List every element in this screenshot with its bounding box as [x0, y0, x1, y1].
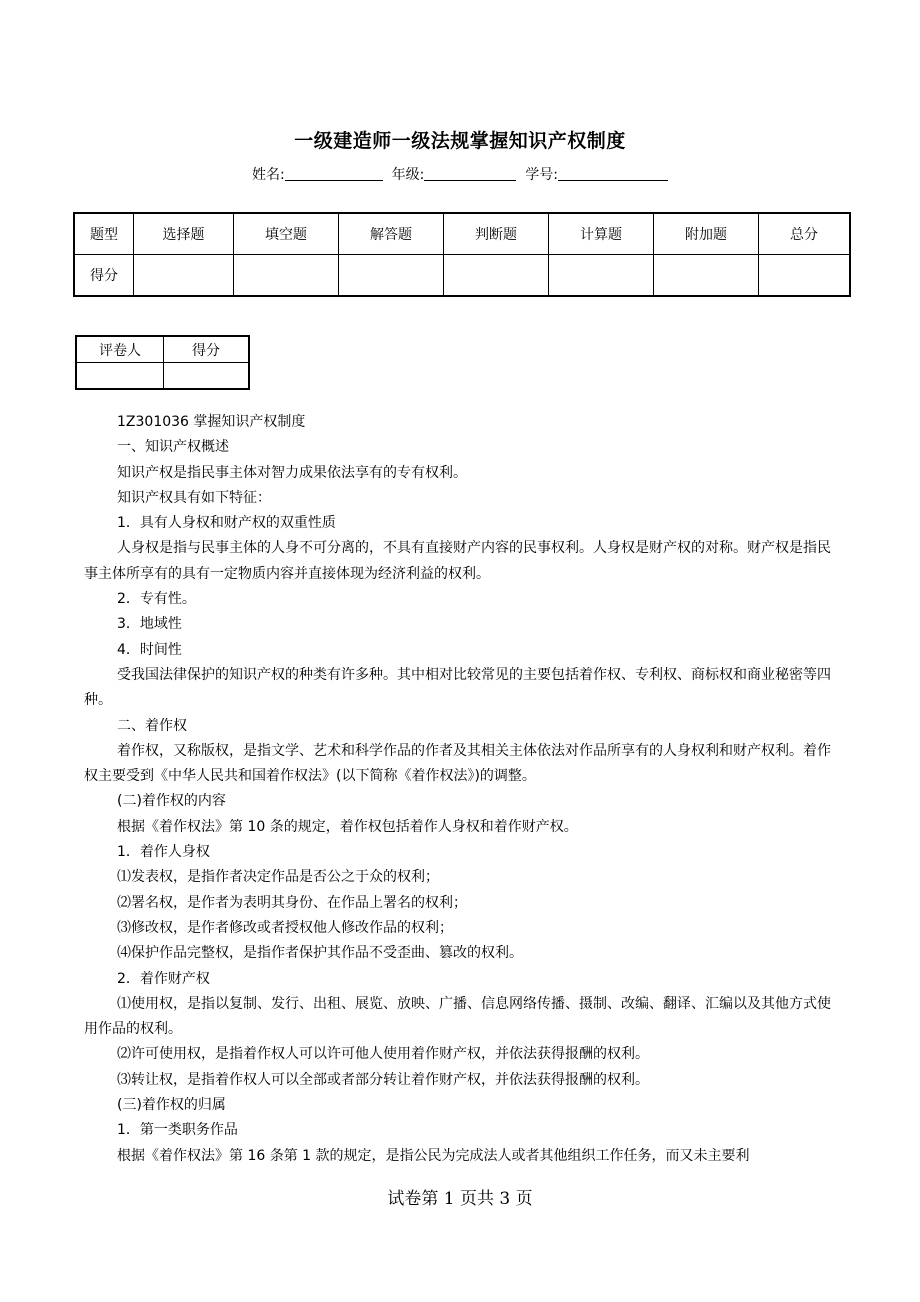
score-cell[interactable]: [654, 255, 759, 297]
paragraph: 人身权是指与民事主体的人身不可分离的，不具有直接财产内容的民事权利。人身权是财产权的对称。财产权是指民事主体所享有的具有一定物质内容并直接体现为经济利益的权利。: [84, 540, 831, 582]
score-header-cell: 判断题: [444, 213, 549, 255]
paragraph: ⑴发表权，是指作者决定作品是否公之于众的权利；: [117, 869, 439, 886]
score-header-cell: 计算题: [549, 213, 654, 255]
grader-header-cell: 评卷人: [76, 336, 164, 363]
paragraph: 二、着作权: [117, 717, 187, 734]
id-label: 学号:: [525, 167, 558, 183]
paragraph: ⑵许可使用权，是指着作权人可以许可他人使用着作财产权，并依法获得报酬的权利。: [117, 1046, 649, 1063]
score-header-cell: 选择题: [134, 213, 234, 255]
grader-cell[interactable]: [76, 363, 164, 390]
score-header-cell: 附加题: [654, 213, 759, 255]
paragraph: 2．专有性。: [117, 591, 196, 608]
paragraph: 着作权，又称版权，是指文学、艺术和科学作品的作者及其相关主体依法对作品所享有的人身权利和财产权利。着作权主要受到《中华人民共和国着作权法》(以下简称《着作权法》)的调整。: [84, 742, 831, 785]
paragraph: 根据《着作权法》第 16 条第 1 款的规定，是指公民为完成法人或者其他组织工作任务，而又未主要利: [117, 1147, 750, 1164]
paragraph: (三)着作权的归属: [117, 1097, 226, 1114]
grader-input-row: [76, 363, 249, 390]
paragraph: 4．时间性: [117, 641, 182, 658]
score-header-cell: 解答题: [339, 213, 444, 255]
paragraph: 一、知识产权概述: [117, 439, 229, 456]
score-header-cell: 总分: [759, 213, 851, 255]
paragraph: ⑴使用权，是指以复制、发行、出租、展览、放映、广播、信息网络传播、摄制、改编、翻译、汇编以及其他方式使用作品的权利。: [84, 995, 831, 1038]
paragraph: 1Z301036 掌握知识产权制度: [117, 414, 306, 430]
score-row-label: 得分: [74, 255, 134, 297]
paragraph: 3．地域性: [117, 616, 182, 633]
name-blank[interactable]: [285, 166, 383, 181]
score-cell[interactable]: [444, 255, 549, 297]
score-header-cell: 填空题: [234, 213, 339, 255]
score-cell[interactable]: [339, 255, 444, 297]
grader-score-cell[interactable]: [164, 363, 250, 390]
paragraph: 知识产权是指民事主体对智力成果依法享有的专有权利。: [117, 464, 467, 481]
grade-blank[interactable]: [424, 166, 516, 181]
score-cell[interactable]: [134, 255, 234, 297]
paragraph: ⑵署名权，是作者为表明其身份、在作品上署名的权利；: [117, 894, 467, 911]
score-cell[interactable]: [549, 255, 654, 297]
score-table-score-row: [74, 255, 850, 297]
id-blank[interactable]: [558, 166, 668, 181]
name-label: 姓名:: [252, 167, 285, 183]
score-cell[interactable]: [234, 255, 339, 297]
score-cell[interactable]: [759, 255, 851, 297]
grader-header-cell: 得分: [164, 336, 250, 363]
paragraph: 1．第一类职务作品: [117, 1122, 238, 1139]
grade-label: 年级:: [391, 167, 425, 183]
paragraph: 受我国法律保护的知识产权的种类有许多种。其中相对比较常见的主要包括着作权、专利权、商标权和商业秘密等四种。: [84, 666, 831, 709]
score-table: [73, 212, 851, 297]
score-table-header-row: [74, 213, 850, 255]
paragraph: 1．具有人身权和财产权的双重性质: [117, 515, 336, 532]
paragraph: 知识产权具有如下特征：: [117, 489, 271, 506]
paragraph: ⑶修改权，是作者修改或者授权他人修改作品的权利；: [117, 919, 453, 936]
grader-table: [75, 335, 250, 390]
score-header-cell: 题型: [74, 213, 134, 255]
paragraph: ⑷保护作品完整权，是指作者保护其作品不受歪曲、篡改的权利。: [117, 945, 523, 962]
paragraph: 2．着作财产权: [117, 970, 210, 987]
student-info-line: [0, 164, 920, 184]
paragraph: (二)着作权的内容: [117, 793, 226, 810]
paragraph: ⑶转让权，是指着作权人可以全部或者部分转让着作财产权，并依法获得报酬的权利。: [117, 1071, 649, 1088]
paragraph: 1．着作人身权: [117, 844, 210, 861]
grader-header-row: [76, 336, 249, 363]
page-footer: 试卷第 1 页共 3 页: [387, 1189, 533, 1209]
paragraph: 根据《着作权法》第 10 条的规定，着作权包括着作人身权和着作财产权。: [117, 818, 578, 835]
page-title: 一级建造师一级法规掌握知识产权制度: [294, 130, 626, 152]
document-body: [84, 410, 844, 1169]
